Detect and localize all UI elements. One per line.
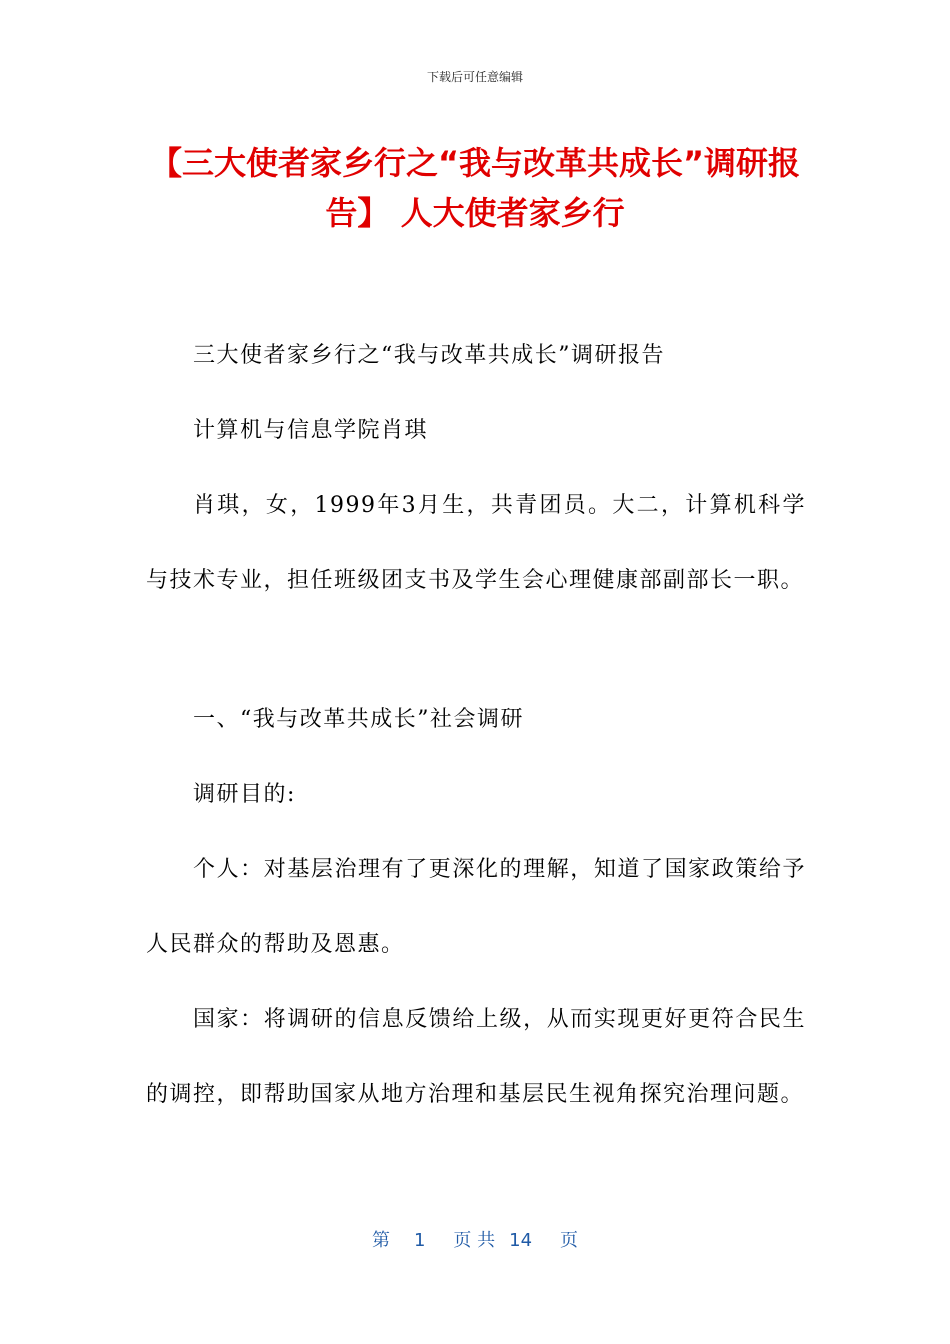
document-body <box>146 318 806 1132</box>
page-footer <box>0 1226 950 1252</box>
paragraph-author-bio: 肖琪，女，1999年3月生，共青团员。大二，计算机科学与技术专业，担任班级团支书及学生会心理健康部副部长一职。 <box>146 493 806 593</box>
footer-total-pages: 14 <box>509 1230 533 1251</box>
paragraph-report-title: 三大使者家乡行之“我与改革共成长”调研报告 <box>193 343 665 368</box>
header-note: 下载后可任意编辑 <box>426 70 523 84</box>
paragraph-purpose-label: 调研目的: <box>193 782 296 807</box>
paragraph-purpose-personal: 个人：对基层治理有了更深化的理解，知道了国家政策给予人民群众的帮助及恩惠。 <box>146 857 806 957</box>
paragraph-author: 计算机与信息学院肖琪 <box>193 418 429 443</box>
footer-middle: 页 共 <box>453 1230 496 1251</box>
footer-suffix: 页 <box>560 1230 579 1251</box>
footer-prefix: 第 <box>371 1230 390 1251</box>
paragraph-section-heading: 一、“我与改革共成长”社会调研 <box>193 707 524 732</box>
paragraph-purpose-national: 国家：将调研的信息反馈给上级，从而实现更好更符合民生的调控，即帮助国家从地方治理和基层民生视角探究治理问题。 <box>146 1007 806 1107</box>
document-title: 【三大使者家乡行之“我与改革共成长”调研报告】 人大使者家乡行 <box>149 144 801 232</box>
footer-page-number: 1 <box>413 1230 426 1251</box>
